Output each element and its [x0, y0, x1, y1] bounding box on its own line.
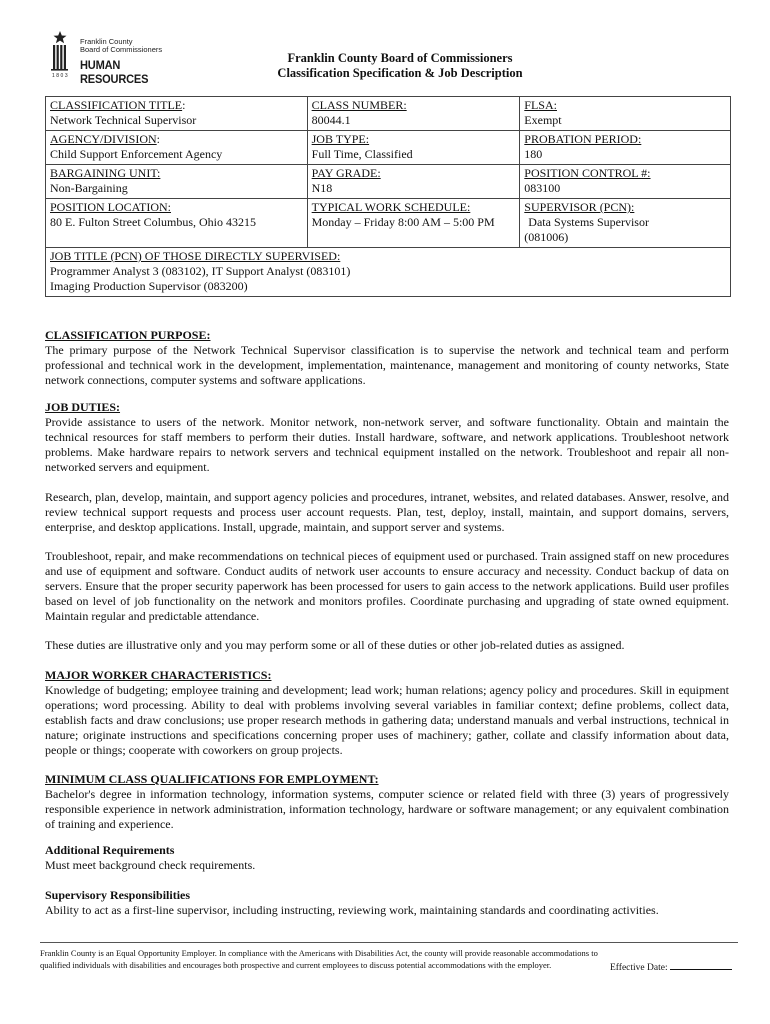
effective-date-label: Effective Date:: [610, 963, 668, 973]
worker-characteristics-text: Knowledge of budgeting; employee training and development; lead work; human relations; agency policy and procedures. Skill in equipment operations; word processing. Ability to deal with problems involving several variables in familiar context; define problems, collect data, establish facts and draw conclusions; use proper research methods in gathering data; understand manuals and verbal instructions, technical in nature; originate instructions and specifications concerning proper uses of machinery; gather, collate and classify information about data, people or things; cooperate with coworkers on group projects.: [45, 683, 729, 757]
position-control-cell: [520, 165, 731, 199]
job-duties-paragraph: Research, plan, develop, maintain, and support agency policies and procedures, intranet, websites, and related databases. Answer, resolve, and review technical support requests and process user account requests. Plan, test, deploy, install, maintain, and support domains, servers, enterprise, and desktop applications. Install, upgrade, maintain, and support server and systems.: [45, 490, 729, 534]
job-duties-section: [45, 549, 729, 624]
supervised-line-2: Imaging Production Supervisor (083200): [50, 279, 248, 293]
schedule-cell: [307, 199, 520, 248]
bargaining-value: Non-Bargaining: [50, 181, 128, 195]
schedule-label: TYPICAL WORK SCHEDULE:: [311, 200, 471, 214]
worker-characteristics-heading: MAJOR WORKER CHARACTERISTICS:: [45, 668, 272, 682]
eeo-statement: Franklin County is an Equal Opportunity Employer. In compliance with the Americans with Disabilities Act, the county will provide reasonable accommodations to qualified individuals with disabilities and encourages both prospective and current employees to discuss potential accommodations with the employer.: [40, 948, 598, 970]
job-duties-heading: JOB DUTIES:: [45, 400, 121, 414]
info-row: [46, 199, 731, 248]
job-duties-paragraph: Provide assistance to users of the network. Monitor network, non-network server, and software functionality. Obtain and maintain the technical resources for staff members to perform their duties. Install hardware, software, and network applications. Troubleshoot network problems. Make hardware repairs to network servers and technical equipment installed on the network. Troubleshoot and repair all non-networked servers and equipment.: [45, 415, 729, 474]
job-duties-section: [45, 490, 729, 535]
job-duties-paragraph: Troubleshoot, repair, and make recommendations on technical pieces of equipment used or purchased. Train assigned staff on new procedures and use of equipment and software. Conduct audits of network user accounts to ensure accuracy and necessity. Conduct backup of data on servers. Ensure that the proper security paperwork has been processed for users to gain access to the network applications. Build user profiles based on level of job functionality on the network and monitors profiles. Coordinate purchasing and upgrading of state owned equipment. Maintain regular and predictable attendance.: [45, 549, 729, 623]
agency-label: AGENCY/DIVISION: [50, 132, 157, 146]
supervisor-cell: [520, 199, 731, 248]
job-type-cell: [307, 131, 520, 165]
supervisor-label: SUPERVISOR (PCN):: [524, 200, 635, 214]
class-number-value: 80044.1: [311, 113, 351, 127]
location-cell: [46, 199, 308, 248]
supervised-label: JOB TITLE (PCN) OF THOSE DIRECTLY SUPERVISED:: [50, 249, 341, 263]
additional-requirements-section: [45, 843, 729, 873]
org-heading: Franklin County Board of Commissioners: [287, 51, 513, 65]
pay-grade-value: N18: [311, 181, 333, 195]
supervised-line-1: Programmer Analyst 3 (083102), IT Support Analyst (083101): [50, 264, 351, 278]
job-type-label: JOB TYPE:: [311, 132, 370, 146]
additional-requirements-heading: Additional Requirements: [45, 843, 175, 857]
supervisor-pcn: (081006): [524, 230, 569, 244]
supervisory-section: [45, 888, 729, 918]
info-row: [46, 165, 731, 199]
effective-date: [610, 960, 732, 974]
job-type-value: Full Time, Classified: [311, 147, 413, 161]
info-row: [46, 131, 731, 165]
position-control-label: POSITION CONTROL #:: [524, 166, 651, 180]
class-number-cell: [307, 97, 520, 131]
document-title: Classification Specification & Job Description: [277, 66, 523, 80]
pay-grade-label: PAY GRADE:: [311, 166, 381, 180]
classification-title-value: Network Technical Supervisor: [50, 113, 197, 127]
job-duties-section: [45, 400, 729, 475]
probation-label: PROBATION PERIOD:: [524, 132, 642, 146]
footer: [40, 942, 738, 971]
logo-line-county: Franklin County: [80, 37, 133, 46]
class-number-label: CLASS NUMBER:: [311, 98, 407, 112]
probation-cell: [520, 131, 731, 165]
pay-grade-cell: [307, 165, 520, 199]
job-duties-disclaimer: These duties are illustrative only and you may perform some or all of these duties or other job-related duties as assigned.: [45, 638, 625, 652]
effective-date-blank: [670, 960, 732, 970]
supervisory-text: Ability to act as a first-line supervisor, including instructing, reviewing work, maintaining standards and coordinating activities.: [45, 903, 659, 917]
worker-characteristics-section: [45, 668, 729, 758]
probation-value: 180: [524, 147, 543, 161]
agency-cell: AGENCY/DIVISION: Child Support Enforcement Agency: [46, 131, 308, 165]
position-info-table: [45, 96, 731, 297]
info-row: [46, 248, 731, 297]
classification-title-label: CLASSIFICATION TITLE: [50, 98, 183, 112]
classification-purpose-heading: CLASSIFICATION PURPOSE:: [45, 328, 211, 342]
bargaining-cell: [46, 165, 308, 199]
flsa-value: Exempt: [524, 113, 562, 127]
classification-purpose-section: [45, 328, 729, 388]
logo-line-board: Board of Commissioners: [80, 45, 163, 54]
classification-title-cell: CLASSIFICATION TITLE: Network Technical Supervisor: [46, 97, 308, 131]
location-label: POSITION LOCATION:: [50, 200, 171, 214]
logo-line-hr: HUMAN RESOURCES: [80, 58, 149, 86]
agency-value: Child Support Enforcement Agency: [50, 147, 223, 161]
classification-purpose-text: The primary purpose of the Network Technical Supervisor classification is to supervise the network and technical team and perform professional and technical work in the development, implementation, maintenance, management and monitoring of county networks, State network connections, computer systems and software applications.: [45, 343, 729, 387]
position-control-value: 083100: [524, 181, 561, 195]
qualifications-section: [45, 772, 729, 832]
qualifications-text: Bachelor's degree in information technology, information systems, computer science or related field with three (3) years of progressively responsible experience in network administration, information technology, hardware or software management; or any equivalent combination of training and experience.: [45, 787, 729, 831]
schedule-value: Monday – Friday 8:00 AM – 5:00 PM: [311, 215, 495, 229]
supervised-cell: [46, 248, 731, 297]
flsa-label: FLSA:: [524, 98, 557, 112]
info-row: [46, 97, 731, 131]
additional-requirements-text: Must meet background check requirements.: [45, 858, 256, 872]
logo-year: 1803: [52, 73, 70, 79]
flsa-cell: [520, 97, 731, 131]
qualifications-heading: MINIMUM CLASS QUALIFICATIONS FOR EMPLOYMENT:: [45, 772, 379, 786]
supervisory-heading: Supervisory Responsibilities: [45, 888, 191, 902]
location-value: 80 E. Fulton Street Columbus, Ohio 43215: [50, 215, 257, 229]
supervisor-value: Data Systems Supervisor: [528, 215, 649, 229]
bargaining-label: BARGAINING UNIT:: [50, 166, 161, 180]
job-duties-section: [45, 638, 729, 653]
